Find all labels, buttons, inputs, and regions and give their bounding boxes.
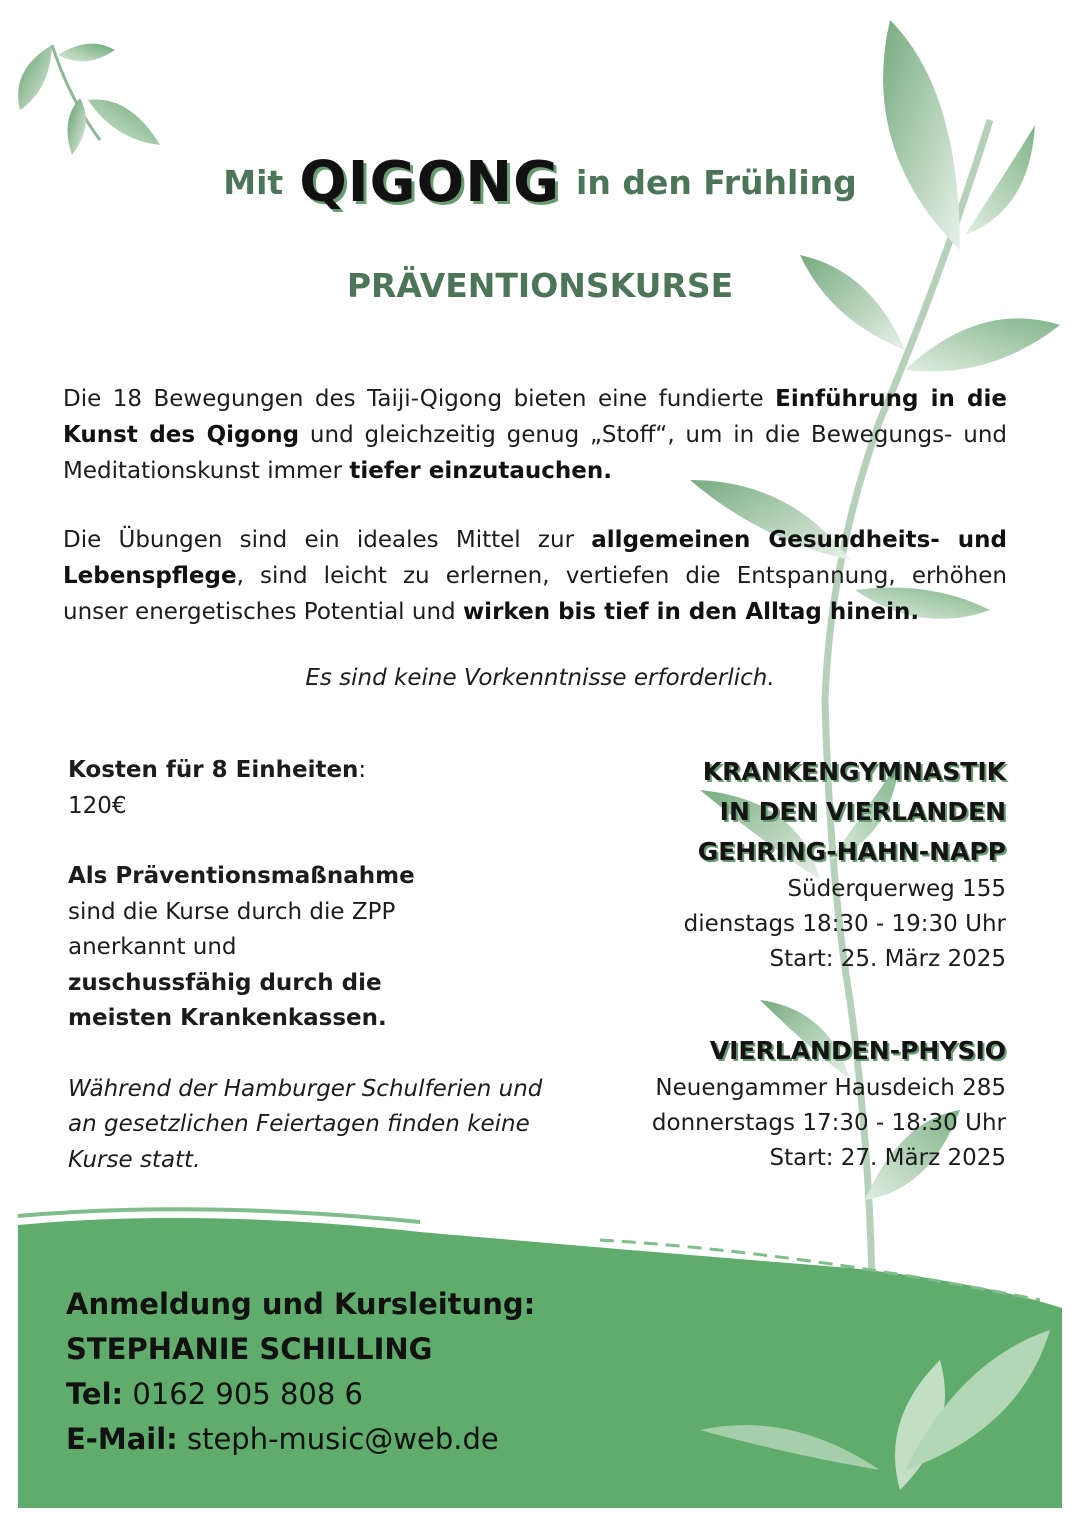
prevention-title: Als Präventionsmaßnahme xyxy=(68,863,415,889)
prevention-text: sind die Kurse durch die ZPP xyxy=(68,898,396,925)
location-2 xyxy=(486,1031,1006,1176)
location-time: donnerstags 17:30 - 18:30 Uhr xyxy=(651,1110,1006,1136)
contact-section xyxy=(66,1282,766,1462)
location-address: Neuengammer Hausdeich 285 xyxy=(655,1075,1006,1101)
prevention-emphasis: meisten Krankenkassen. xyxy=(68,1005,387,1031)
intro-emphasis: wirken bis tief in den Alltag hinein. xyxy=(462,599,920,625)
prerequisite-note: Es sind keine Vorkenntnisse erforderlich. xyxy=(305,665,775,691)
holiday-note: Kurse statt. xyxy=(68,1146,201,1173)
location-name: VIERLANDEN-PHYSIO xyxy=(709,1036,1006,1065)
title-prefix: Mit xyxy=(223,163,284,202)
costs-label: Kosten für 8 Einheiten xyxy=(68,757,359,783)
holiday-note: an gesetzlichen Feiertagen finden keine xyxy=(68,1111,530,1137)
location-start: Start: 25. März 2025 xyxy=(769,946,1006,972)
costs-colon: : xyxy=(358,757,367,783)
location-1 xyxy=(486,752,1006,977)
location-start: Start: 27. März 2025 xyxy=(769,1145,1006,1171)
contact-name: STEPHANIE SCHILLING xyxy=(66,1332,433,1366)
prevention-emphasis: zuschussfähig durch die xyxy=(68,969,382,996)
intro-text: Die Übungen sind ein ideales Mittel zur xyxy=(63,527,592,553)
contact-heading: Anmeldung und Kursleitung: xyxy=(66,1287,536,1321)
leaf-sprig-icon xyxy=(18,44,160,155)
tel-number[interactable]: 0162 905 808 6 xyxy=(123,1377,363,1411)
costs-value: 120€ xyxy=(68,792,127,819)
tel-label: Tel: xyxy=(66,1377,124,1411)
location-name: IN DEN VIERLANDEN xyxy=(719,797,1006,826)
subtitle: PRÄVENTIONSKURSE xyxy=(346,266,734,305)
location-name: KRANKENGYMNASTIK xyxy=(702,757,1006,786)
intro-emphasis: allgemeinen Gesundheits- und Lebenspflege xyxy=(63,527,1008,589)
prevention-text: anerkannt und xyxy=(68,934,237,960)
page-title xyxy=(0,150,1080,215)
intro-emphasis: tiefer einzutauchen. xyxy=(349,458,613,484)
intro-text: Die 18 Bewegungen des Taiji-Qigong bieten eine fundierte xyxy=(63,386,776,412)
email-label: E-Mail: xyxy=(66,1422,178,1456)
intro-emphasis: Einführung in die Kunst des Qigong xyxy=(63,386,1007,448)
intro-text: , sind leicht zu erlernen, vertiefen die Entspannung, erhöhen unser energetisches Potential und xyxy=(63,563,1007,625)
intro-paragraph-1 xyxy=(63,381,1007,489)
location-address: Süderquerweg 155 xyxy=(787,876,1006,902)
location-name: GEHRING-HAHN-NAPP xyxy=(697,837,1006,866)
holiday-note: Während der Hamburger Schulferien und xyxy=(68,1075,543,1102)
title-main: QIGONG xyxy=(299,150,561,215)
intro-paragraph-2 xyxy=(63,522,1007,630)
location-time: dienstags 18:30 - 19:30 Uhr xyxy=(683,911,1006,937)
email-address[interactable]: steph-music@web.de xyxy=(177,1422,499,1456)
title-suffix: in den Frühling xyxy=(576,163,857,202)
intro-text: und gleichzeitig genug „Stoff“, um in die Bewegungs- und Meditationskunst immer xyxy=(63,422,1007,484)
